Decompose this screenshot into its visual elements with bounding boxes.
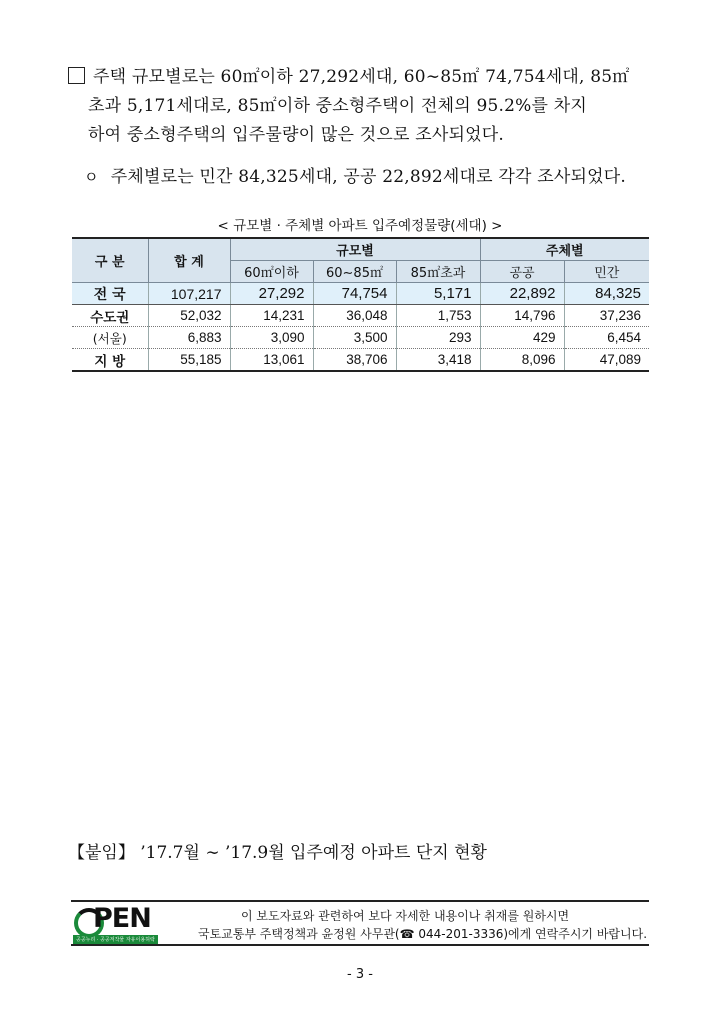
cell-total: 55,185: [148, 349, 230, 372]
cell-size-85-over: 293: [396, 327, 480, 349]
cell-public: 8,096: [480, 349, 564, 372]
table-row: [72, 349, 649, 372]
table-row: [72, 327, 649, 349]
header-gubun: 구 분: [72, 238, 148, 283]
cell-public: 22,892: [480, 283, 564, 305]
cell-total: 6,883: [148, 327, 230, 349]
contact-line-1: 이 보도자료와 관련하여 보다 자세한 내용이나 취재를 원하시면: [241, 909, 570, 923]
cell-size-85-over: 1,753: [396, 305, 480, 327]
row-label: 지 방: [72, 349, 148, 372]
header-total: 합 계: [148, 238, 230, 283]
cell-size-85-over: 3,418: [396, 349, 480, 372]
supply-table: [72, 237, 649, 372]
header-size-85-over: 85㎡초과: [396, 261, 480, 283]
attachment-note: 【붙임】 ’17.7월 ∼ ’17.9월 입주예정 아파트 단지 현황: [68, 843, 487, 863]
cell-total: 52,032: [148, 305, 230, 327]
entity-text: 주체별로는 민간 84,325세대, 공공 22,892세대로 각각 조사되었다.: [110, 167, 626, 187]
cell-size-60-85: 3,500: [313, 327, 396, 349]
cell-size-60-under: 13,061: [230, 349, 313, 372]
cell-size-60-under: 14,231: [230, 305, 313, 327]
header-private: 민간: [564, 261, 649, 283]
bullet-icon: ㅇ: [84, 168, 99, 186]
row-label: 전 국: [72, 283, 148, 305]
cell-size-60-under: 3,090: [230, 327, 313, 349]
entity-paragraph: [84, 163, 684, 192]
header-by-size: 규모별: [230, 238, 480, 261]
header-public: 공공: [480, 261, 564, 283]
open-logo-caption: 공공누리 · 공공저작물 자유이용허락: [73, 935, 158, 944]
cell-total: 107,217: [148, 283, 230, 305]
cell-size-60-85: 36,048: [313, 305, 396, 327]
contact-box: [71, 900, 649, 946]
table-row: [72, 305, 649, 327]
open-logo-text: PEN: [93, 903, 151, 934]
cell-private: 84,325: [564, 283, 649, 305]
page-number: - 3 -: [347, 967, 373, 982]
summary-line-3: 하여 중소형주택의 입주물량이 많은 것으로 조사되었다.: [88, 125, 504, 145]
summary-line-2: 초과 5,171세대로, 85㎡이하 중소형주택이 전체의 95.2%를 차지: [88, 96, 587, 116]
header-size-60-85: 60∼85㎡: [313, 261, 396, 283]
row-label: (서울): [72, 327, 148, 349]
cell-public: 14,796: [480, 305, 564, 327]
contact-line-2: 국토교통부 주택정책과 윤정원 사무관(☎ 044-201-3336)에게 연락주시기 바랍니다.: [198, 927, 648, 941]
cell-private: 37,236: [564, 305, 649, 327]
cell-public: 429: [480, 327, 564, 349]
header-size-60-under: 60㎡이하: [230, 261, 313, 283]
table-row: [72, 283, 649, 305]
cell-size-85-over: 5,171: [396, 283, 480, 305]
cell-size-60-85: 74,754: [313, 283, 396, 305]
open-logo: [73, 905, 181, 943]
cell-private: 47,089: [564, 349, 649, 372]
header-by-entity: 주체별: [480, 238, 649, 261]
summary-line-1: 주택 규모별로는 60㎡이하 27,292세대, 60∼85㎡ 74,754세대, 85㎡: [68, 63, 668, 92]
checkbox-icon: [68, 67, 85, 84]
cell-size-60-85: 38,706: [313, 349, 396, 372]
summary-paragraph: [68, 63, 668, 150]
table-caption: < 규모별 · 주체별 아파트 입주예정물량(세대) >: [217, 218, 503, 234]
cell-size-60-under: 27,292: [230, 283, 313, 305]
cell-private: 6,454: [564, 327, 649, 349]
row-label: 수도권: [72, 305, 148, 327]
